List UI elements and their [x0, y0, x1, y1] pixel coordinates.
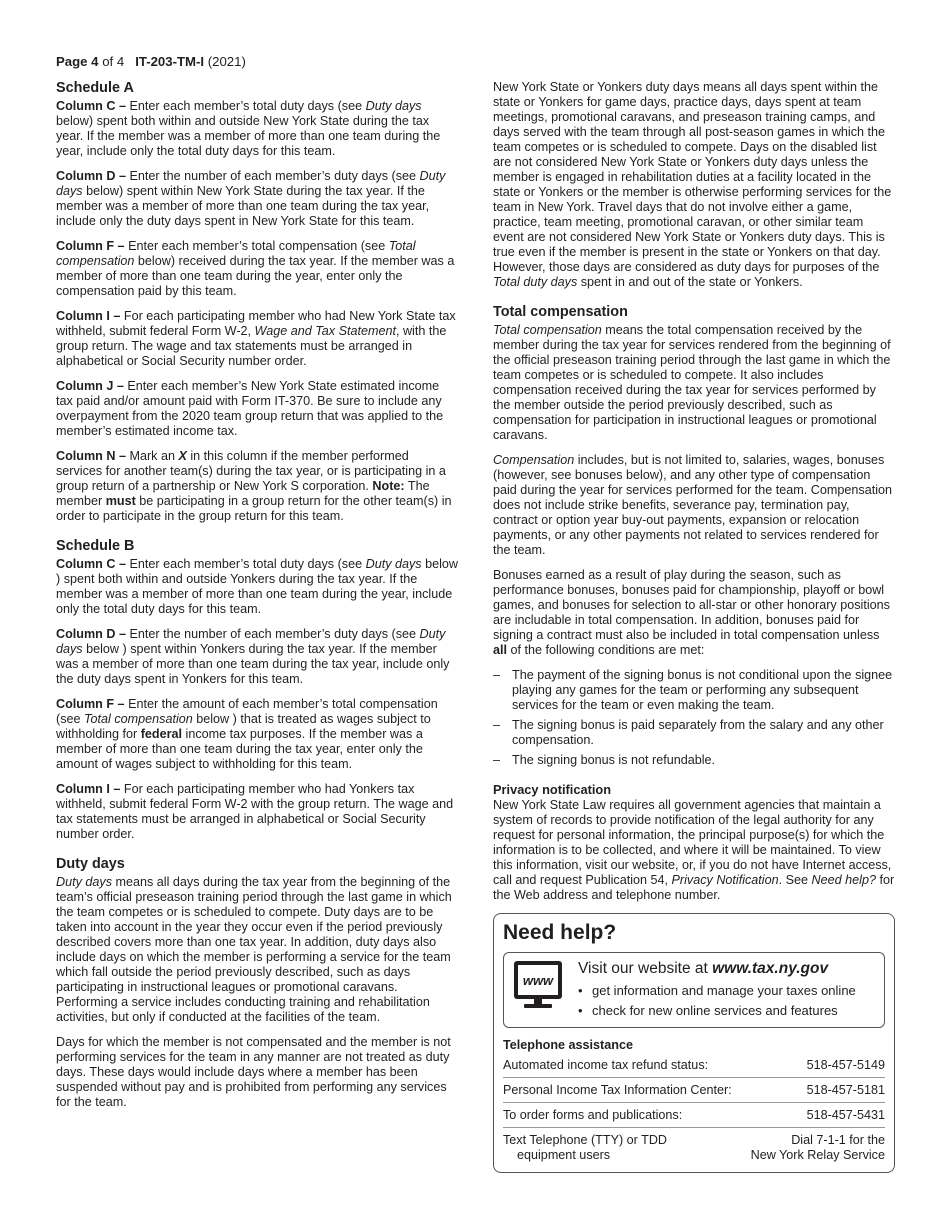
telephone-heading: Telephone assistance	[503, 1038, 633, 1052]
list-item: – The signing bonus is paid separately from the salary and any other compensation.	[493, 718, 895, 748]
page-total: of 4	[98, 54, 125, 69]
form-year: (2021)	[204, 54, 246, 69]
list-item: – The payment of the signing bonus is not conditional upon the signee playing any games for the team or performing any subsequent services for the team or even making the team.	[493, 668, 895, 713]
website-title: Visit our website at www.tax.ny.gov	[578, 960, 829, 977]
privacy-paragraph: New York State Law requires all government agencies that maintain a system of records to provide notification of the legal authority for any request for personal information, the principal purpose(s) for which the information is to be collected, and where it will be maintained. To view this information, visit our website, or, if you do not have Internet access, call and request Publication 54, Privacy Notification. See Need help? for the Web address and telephone number.	[493, 798, 895, 902]
schedule-a-column-c: Column C – Enter each member’s total duty days (see Duty days below) spent both within and outside New York State during the tax year. If the member was a member of more than one team during the year, include only the total duty days for this team.	[56, 99, 441, 158]
schedule-b-column-c: Column C – Enter each member’s total duty days (see Duty days below ) spent both within and outside Yonkers during the tax year. If the member was a member of more than one team during the year, include only the total duty days for this team.	[56, 557, 459, 616]
total-compensation-definition: Total compensation means the total compensation received by the member during the tax year for services rendered from the beginning of the official preseason training period through the last game in which the team competes or is scheduled to compete. It also includes compensation received during the tax year for services performed by the member outside the period previously described, such as compensation for participation in instructional leagues or promotional caravans.	[493, 323, 891, 442]
bonuses-paragraph: Bonuses earned as a result of play during the season, such as performance bonuses, bonuses paid for championship, playoff or bowl games, and bonuses for selection to all-star or other honorary positions are includable in total compensation. In addition, bonuses paid for signing a contract must also be included in total compensation unless all of the following conditions are met:	[493, 568, 890, 657]
list-item: – The signing bonus is not refundable.	[493, 753, 895, 768]
phone-row: Automated income tax refund status: 518-457-5149	[503, 1053, 885, 1078]
page-number: Page 4	[56, 54, 99, 69]
schedule-b-column-d: Column D – Enter the number of each member’s duty days (see Duty days below ) spent within Yonkers during the tax year. If the member was a member of more than one team during the tax year, include only the duty days spent in Yonkers for this team.	[56, 627, 450, 686]
need-help-title: Need help?	[503, 921, 617, 944]
list-item: • get information and manage your taxes online	[578, 983, 856, 998]
schedule-a-heading: Schedule A	[56, 80, 134, 96]
page-header	[56, 54, 246, 69]
ny-yonkers-duty-days: New York State or Yonkers duty days means all days spent within the state or Yonkers for game days, practice days, days spent at team meetings, promotional caravans, and preseason training camps, and days served with the team through all post-season games in which the team competes or is scheduled to compete. Days on the disabled list are not considered New York State or Yonkers duty days unless the member is engaged in rehabilitation duties at a facility located in the state or Yonkers or the member is otherwise performing services for the team in New York. Travel days that do not involve either a game, practice, team meeting, promotional caravan, or other similar team event are not considered New York State or Yonkers duty days. This is true even if the member is present in the state or Yonkers on that day. However, those days are considered as duty days for purposes of the Total duty days spent in and out of the state or Yonkers.	[493, 80, 892, 289]
duty-days-exclusions: Days for which the member is not compensated and the member is not performing services for the team in any manner are not treated as duty days. These days would include days where a member has been suspended without pay and is prohibited from performing any services for the team.	[56, 1035, 451, 1109]
schedule-b-column-f: Column F – Enter the amount of each member’s total compensation (see Total compensation below ) that is treated as wages subject to withholding for federal income tax purposes. If the member was a member of more than one team during the tax year, enter only the amount of wages subject to withholding for this team.	[56, 697, 438, 771]
monitor-www-text: www	[522, 973, 554, 988]
right-column	[493, 80, 895, 1173]
website-info	[578, 959, 856, 1021]
schedule-b-column-i: Column I – For each participating member who had Yonkers tax withheld, submit federal Form W-2 with the group return. The wage and tax statements must be arranged in alphabetical or Social Security number order.	[56, 782, 454, 841]
schedule-a-column-d: Column D – Enter the number of each member’s duty days (see Duty days below) spent within New York State during the tax year. If the member was a member of more than one team during the tax year, include only the duty days spent in New York State for this team.	[56, 169, 446, 228]
form-number: IT-203-TM-I	[135, 54, 205, 69]
schedule-b-heading: Schedule B	[56, 538, 135, 554]
schedule-a-column-i: Column I – For each participating member who had New York State tax withheld, submit federal Form W-2, Wage and Tax Statement, with the group return. The wage and tax statements must be arranged in alphabetical or Social Security number order.	[56, 309, 456, 368]
website-link[interactable]: www.tax.ny.gov	[712, 960, 829, 977]
duty-days-heading: Duty days	[56, 856, 125, 872]
phone-row: To order forms and publications: 518-457-5431	[503, 1103, 885, 1128]
computer-monitor-icon	[512, 959, 564, 1021]
need-help-box	[493, 913, 895, 1173]
total-compensation-heading: Total compensation	[493, 304, 628, 320]
schedule-a-column-f: Column F – Enter each member’s total compensation (see Total compensation below) received during the tax year. If the member was a member of more than one team during the year, enter only the compensation paid by this team.	[56, 239, 455, 298]
left-column	[56, 80, 458, 1120]
duty-days-definition: Duty days means all days during the tax year from the beginning of the team’s official preseason training period through the last game in which the team competes or is scheduled to compete. Duty days are to be taken into account in the year they occur even if the period previously described covers more than one tax year. In addition, duty days also include days on which the member is performing a service for the team which fall outside the period previously described, such as days participating in instructional leagues or promotional caravans. Performing a service includes conducting training and rehabilitation activities, but only if conducted at the facilities of the team.	[56, 875, 452, 1024]
schedule-a-column-j: Column J – Enter each member’s New York State estimated income tax paid and/or amount paid with Form IT-370. Be sure to include any overpayment from the 2020 team group return that was applied to the member’s estimated income tax.	[56, 379, 444, 438]
website-panel	[503, 952, 885, 1028]
list-item: • check for new online services and features	[578, 1003, 838, 1018]
signing-bonus-conditions	[493, 668, 895, 768]
schedule-a-column-n: Column N – Mark an X in this column if the member performed services for another team(s) during the tax year, or is participating in a group return of a partnership or New York S corporation. Note: The member must be participating in a group return for the other team(s) in order to participate in the group return for this team.	[56, 449, 452, 523]
compensation-definition: Compensation includes, but is not limited to, salaries, wages, bonuses (however, see bonuses below), and any other type of compensation paid during the year for services performed for the team. Compensation does not include strike benefits, severance pay, termination pay, contract or option year buy-out payments, expansion or relocation payments, or any other payments not related to services rendered for the team.	[493, 453, 893, 557]
tty-row: Text Telephone (TTY) or TDD equipment users Dial 7-1-1 for the New York Relay Service	[503, 1133, 885, 1162]
phone-row: Personal Income Tax Information Center: 518-457-5181	[503, 1078, 885, 1103]
privacy-heading: Privacy notification	[493, 782, 612, 797]
